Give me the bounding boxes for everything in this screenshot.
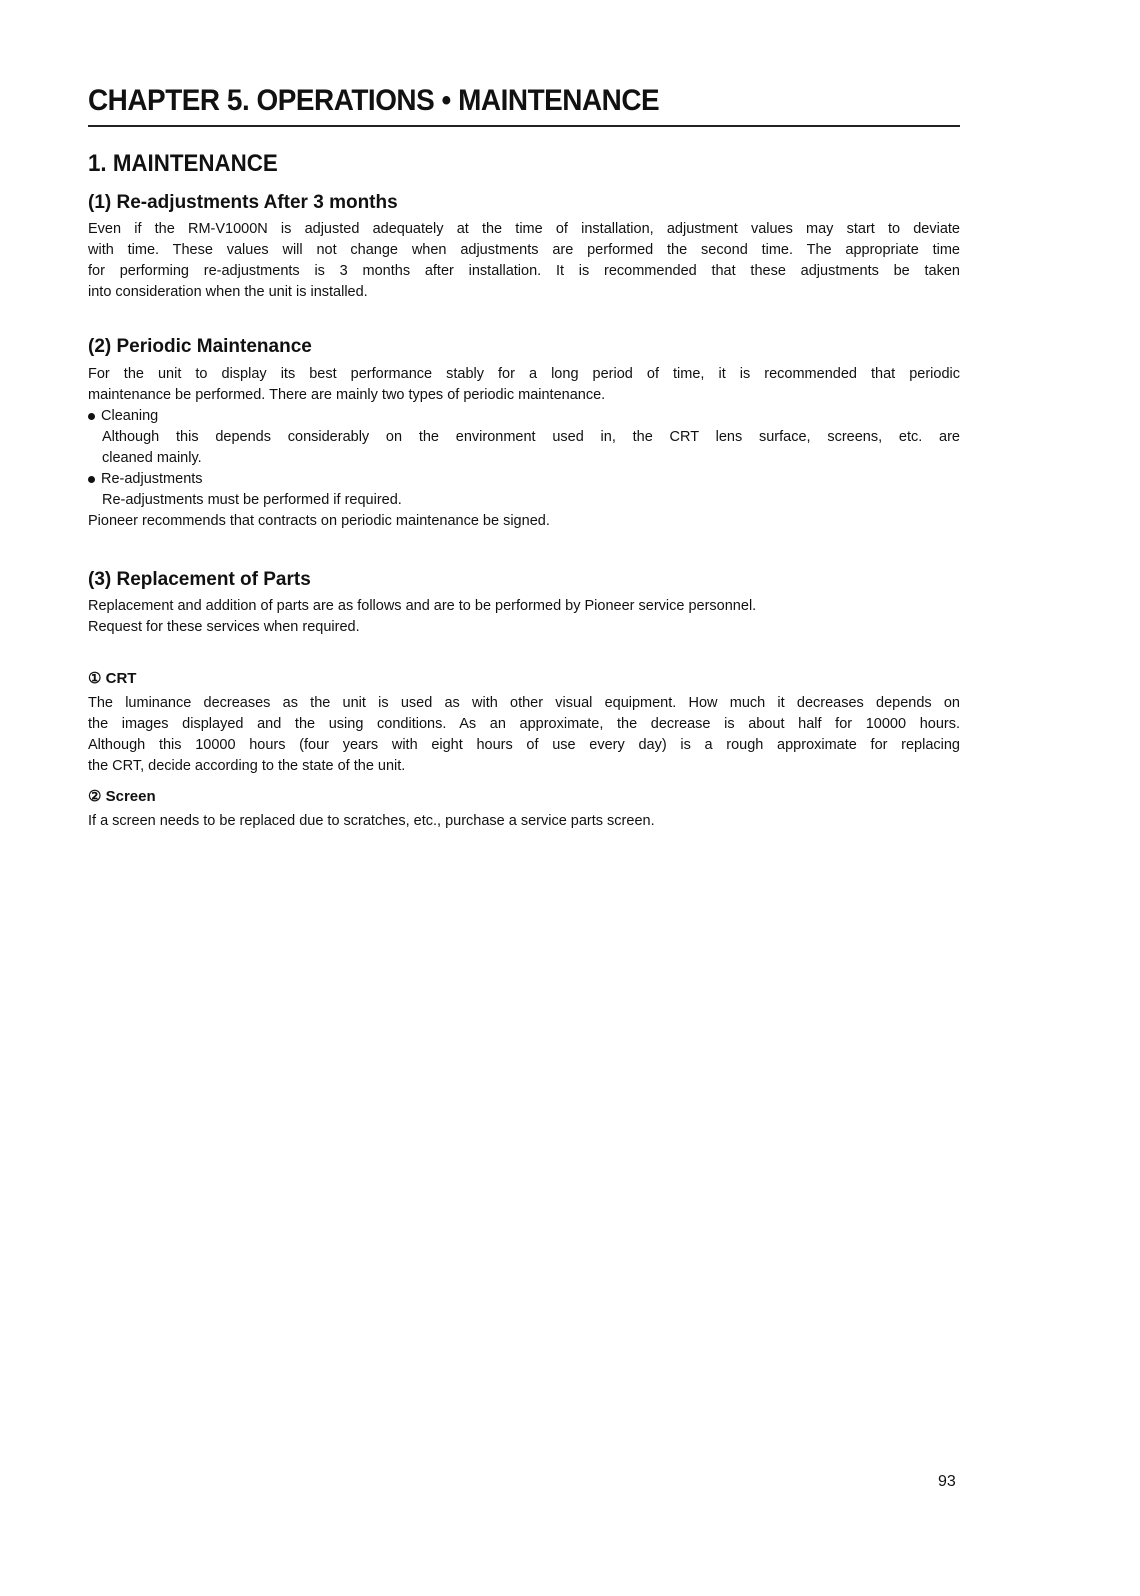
text-line: Replacement and addition of parts are as follows and are to be performed by Pioneer service personnel.	[88, 598, 757, 614]
section-title: 1. MAINTENANCE	[88, 150, 278, 177]
text-line: the images displayed and the using conditions. As an approximate, the decrease is about half for 10000 hours.	[88, 716, 960, 732]
text-line: For the unit to display its best performance stably for a long period of time, it is recommended that periodic	[88, 366, 960, 382]
text-line: cleaned mainly.	[102, 450, 202, 466]
heading-periodic-maintenance: (2) Periodic Maintenance	[88, 336, 312, 357]
text-line: Although this 10000 hours (four years with eight hours of use every day) is a rough approximate for replacing	[88, 737, 960, 753]
paragraph-periodic-maintenance	[88, 364, 960, 532]
chapter-title: CHAPTER 5. OPERATIONS • MAINTENANCE	[88, 84, 660, 117]
heading-replacement-of-parts: (3) Replacement of Parts	[88, 569, 311, 590]
heading-readjustments: (1) Re-adjustments After 3 months	[88, 192, 398, 213]
paragraph-replacement	[88, 596, 960, 638]
text-line: Re-adjustments must be performed if required.	[102, 492, 402, 508]
bullet-cleaning: Cleaning	[101, 408, 159, 424]
text-line: Even if the RM-V1000N is adjusted adequately at the time of installation, adjustment values may start to deviate	[88, 221, 960, 237]
paragraph-crt	[88, 693, 960, 777]
heading-crt: ① CRT	[88, 670, 137, 687]
title-rule	[88, 125, 960, 127]
bullet-icon	[88, 476, 95, 483]
text-line: The luminance decreases as the unit is used as with other visual equipment. How much it decreases depends on	[88, 695, 960, 711]
bullet-readjustments: Re-adjustments	[101, 471, 203, 487]
text-line: Pioneer recommends that contracts on periodic maintenance be signed.	[88, 513, 550, 529]
paragraph-screen	[88, 811, 960, 832]
text-line: into consideration when the unit is installed.	[88, 284, 368, 300]
heading-screen: ② Screen	[88, 788, 156, 805]
text-line: the CRT, decide according to the state of the unit.	[88, 758, 406, 774]
text-line: Although this depends considerably on the environment used in, the CRT lens surface, screens, etc. are	[102, 429, 960, 445]
text-line: Request for these services when required.	[88, 619, 360, 635]
text-line: for performing re-adjustments is 3 months after installation. It is recommended that these adjustments be taken	[88, 263, 960, 279]
paragraph-readjustments	[88, 219, 960, 303]
text-line: maintenance be performed. There are mainly two types of periodic maintenance.	[88, 387, 606, 403]
page-number: 93	[938, 1473, 956, 1490]
text-line: If a screen needs to be replaced due to scratches, etc., purchase a service parts screen.	[88, 813, 655, 829]
text-line: with time. These values will not change when adjustments are performed the second time. The appropriate time	[88, 242, 960, 258]
bullet-icon	[88, 413, 95, 420]
